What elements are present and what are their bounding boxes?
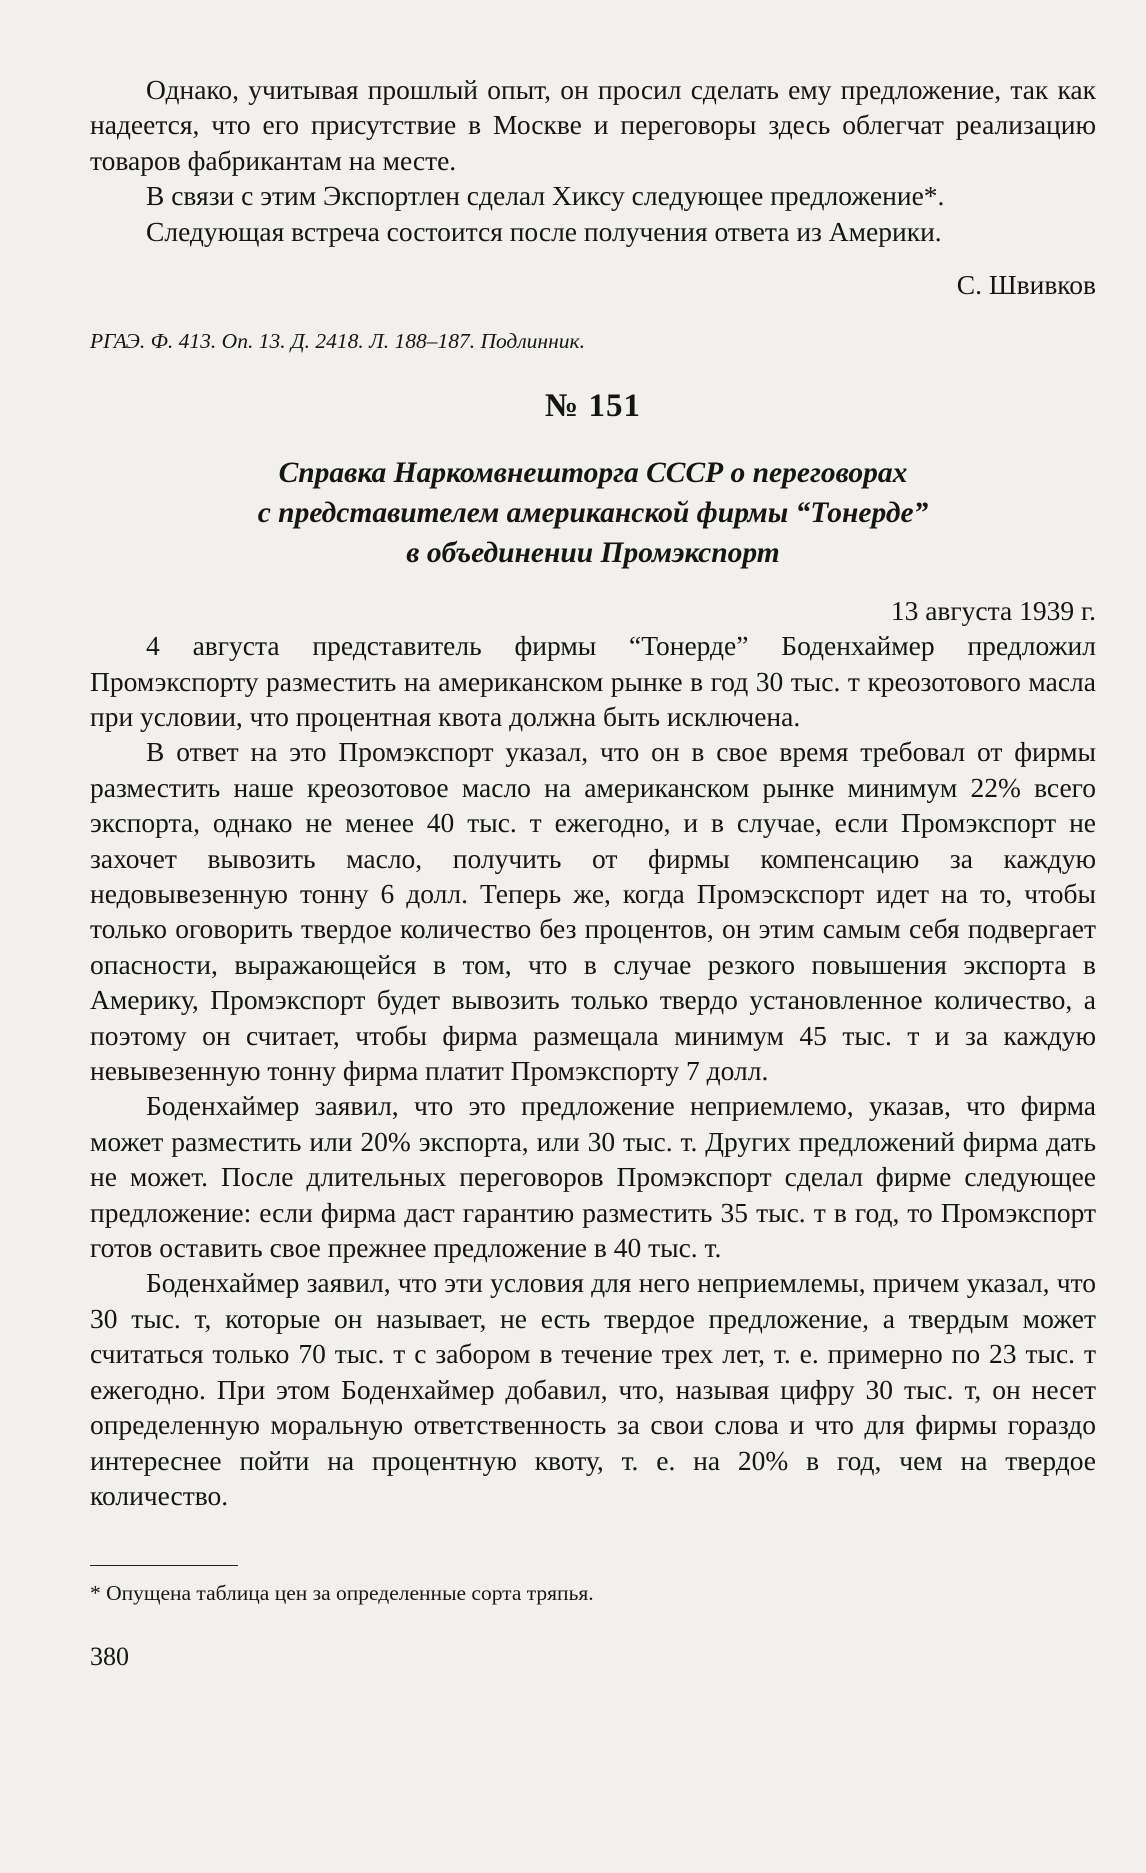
paragraph: Боденхаймер заявил, что эти условия для него неприемлемы, причем указал, что 30 тыс. т, которые он называет, не есть твердое предложение, а твердым может считаться только 70 тыс. т с забором в течение трех лет, т. е. примерно по 23 тыс. т ежегодно. При этом Боденхаймер добавил, что, называя цифру 30 тыс. т, он несет определенную моральную ответственность за свои слова и что для фирмы гораздо интереснее пойти на процентную квоту, т. е. на 20% в год, чем на твердое количество. [90,1267,1096,1511]
signature: С. Швивков [956,269,1096,301]
page-number: 380 [90,1642,129,1672]
paragraph: 4 августа представитель фирмы “Тонерде” Боденхаймер предложил Промэкспорту разместить на американском рынке в год 30 тыс. т креозотового масла при условии, что процентная квота должна быть исключена. [90,630,1096,732]
document-151 [90,386,1096,1513]
paragraph: Однако, учитывая прошлый опыт, он просил сделать ему предложение, так как надеется, что его присутствие в Москве и переговоры здесь облегчат реализацию товаров фабрикантам на месте. [90,74,1096,176]
document-number: № 151 [545,388,641,425]
title-line: с представителем американской фирмы “Тонерде” [257,497,929,530]
title-line: Справка Наркомвнешторга СССР о переговорах [278,457,908,490]
page-content [90,72,1096,1672]
paragraph: В связи с этим Экспортлен сделал Хиксу следующее предложение*. [146,180,945,212]
document-title [90,453,1096,573]
previous-document-ending [90,72,1096,356]
footnote: * Опущена таблица цен за определенные сорта тряпья. [90,1581,594,1606]
paragraph: Следующая встреча состоится после получения ответа из Америки. [146,215,942,247]
title-line: в объединении Промэкспорт [406,537,780,570]
footnote-divider [90,1565,238,1566]
document-date: 13 августа 1939 г. [890,595,1096,627]
paragraph: Боденхаймер заявил, что это предложение неприемлемо, указав, что фирма может разместить или 20% экспорта, или 30 тыс. т. Других предложений фирма дать не может. После длительных переговоров Промэкспорт сделал фирме следующее предложение: если фирма даст гарантию разместить 35 тыс. т в год, то Промэкспорт готов оставить свое прежнее предложение в 40 тыс. т. [90,1090,1096,1264]
archive-reference: РГАЭ. Ф. 413. Оп. 13. Д. 2418. Л. 188–187. Подлинник. [90,329,585,354]
paragraph: В ответ на это Промэкспорт указал, что он в свое время требовал от фирмы разместить наше креозотовое масло на американском рынке минимум 22% всего экспорта, однако не менее 40 тыс. т ежегодно, и в случае, если Промэкспорт не захочет вывозить масло, получить от фирмы компенсацию за каждую недовывезенную тонну 6 долл. Теперь же, когда Промэскспорт идет на то, чтобы только оговорить твердое количество без процентов, он этим самым себя подвергает опасности, выражающейся в том, что в случае резкого повышения экспорта в Америку, Промэкспорт будет вывозить только твердо установленное количество, а поэтому он считает, чтобы фирма размещала минимум 45 тыс. т и за каждую невывезенную тонну фирма платит Промэкспорту 7 долл. [90,736,1096,1087]
